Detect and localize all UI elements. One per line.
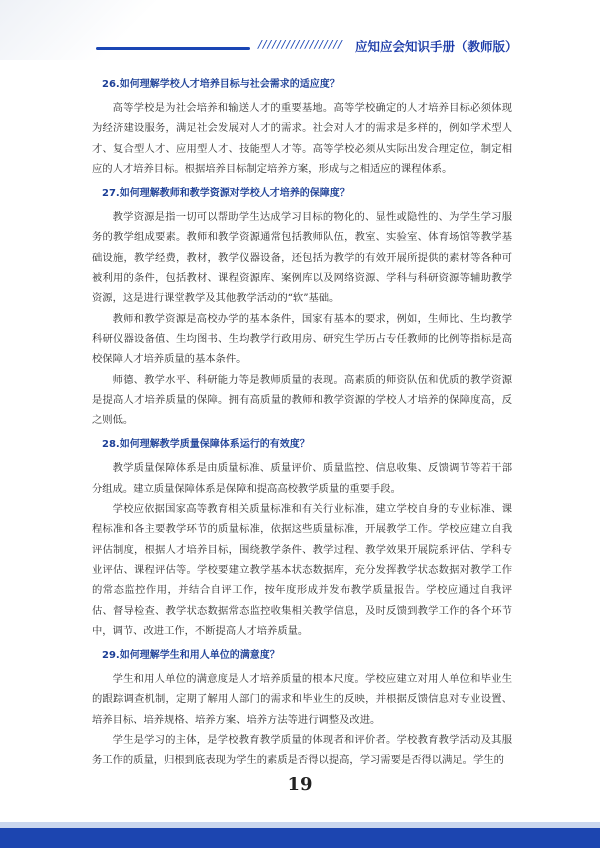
question-title: 26.如何理解学校人才培养目标与社会需求的适应度？	[102, 79, 340, 90]
paragraph: 学生是学习的主体，是学校教育教学质量的体现者和评价者。学校教育教学活动及其服务工作的质量，归根到底表现为学生的素质是否得以提高，学习需要是否得以满足。学生的	[92, 734, 512, 767]
header-title: 应知应会知识手册（教师版）	[355, 39, 518, 54]
header-slashes: //////////////////	[258, 38, 343, 51]
question-title: 27.如何理解教师和教学资源对学校人才培养的保障度？	[102, 188, 350, 200]
paragraph: 教师和教学资源是高校办学的基本条件，国家有基本的要求，例如，生师比、生均教学科研仪器设备值、生均图书、生均教学行政用房、研究生学历占专任教师的比例等指标是高校保障人才培养质量的基本条件。	[92, 312, 512, 366]
page-header	[0, 34, 600, 64]
page-number: 19	[287, 774, 313, 795]
paragraph: 教学资源是指一切可以帮助学生达成学习目标的物化的、显性或隐性的、为学生学习服务的教学组成要素。教师和教学资源通常包括教师队伍，教室、实验室、体育场馆等教学基础设施，教学经费，教材，教学仪器设备，还包括为教学的有效开展所提供的素材等各种可被利用的条件，包括教材、课程资源库、案例库以及网络资源、学科与科研资源等辅助教学资源，这是进行课堂教学及其他教学活动的“软”基础。	[92, 211, 512, 305]
question-title: 29.如何理解学生和用人单位的满意度？	[102, 650, 280, 662]
header-rule	[96, 47, 250, 50]
footer-band	[0, 828, 600, 848]
paragraph: 师德、教学水平、科研能力等是教师质量的表现。高素质的师资队伍和优质的教学资源是提高人才培养质量的保障。拥有高质量的教师和教学资源的学校人才培养的保障度高，反之则低。	[92, 373, 512, 427]
paragraph: 高等学校是为社会培养和输送人才的重要基地。高等学校确定的人才培养目标必须体现为经济建设服务，满足社会发展对人才的需求。社会对人才的需求是多样的，例如学术型人才、复合型人才、应用型人才、技能型人才等。高等学校必须从实际出发合理定位，制定相应的人才培养目标。根据培养目标制定培养方案，形成与之相适应的课程体系。	[92, 102, 512, 175]
paragraph: 学校应依据国家高等教育相关质量标准和有关行业标准，建立学校自身的专业标准、课程标准和各主要教学环节的质量标准，依据这些质量标准，开展教学工作。学校应建立自我评估制度，根据人才培养目标，围绕教学条件、教学过程、教学效果开展院系评估、学科专业评估、课程评估等。学校要建立教学基本状态数据库，充分发挥教学状态数据对教学工作的常态监控作用，并结合自评工作，按年度形成并发布教学质量报告。学校应通过自我评估、督导检查、教学状态数据常态监控收集相关教学信息，及时反馈到教学工作的各个环节中，调节、改进工作，不断提高人才培养质量。	[92, 503, 512, 637]
section-26	[92, 78, 512, 179]
section-28	[92, 438, 512, 641]
section-29	[92, 649, 512, 770]
paragraph: 学生和用人单位的满意度是人才培养质量的根本尺度。学校应建立对用人单位和毕业生的跟踪调查机制，定期了解用人部门的需求和毕业生的反映，并根据反馈信息对专业设置、培养目标、培养规格、培养方案、培养方法等进行调整及改进。	[92, 673, 512, 726]
section-27	[92, 187, 512, 430]
question-title: 28.如何理解教学质量保障体系运行的有效度？	[102, 439, 310, 451]
page-content	[92, 78, 512, 771]
paragraph: 教学质量保障体系是由质量标准、质量评价、质量监控、信息收集、反馈调节等若干部分组成。建立质量保障体系是保障和提高高校教学质量的重要手段。	[92, 462, 512, 495]
